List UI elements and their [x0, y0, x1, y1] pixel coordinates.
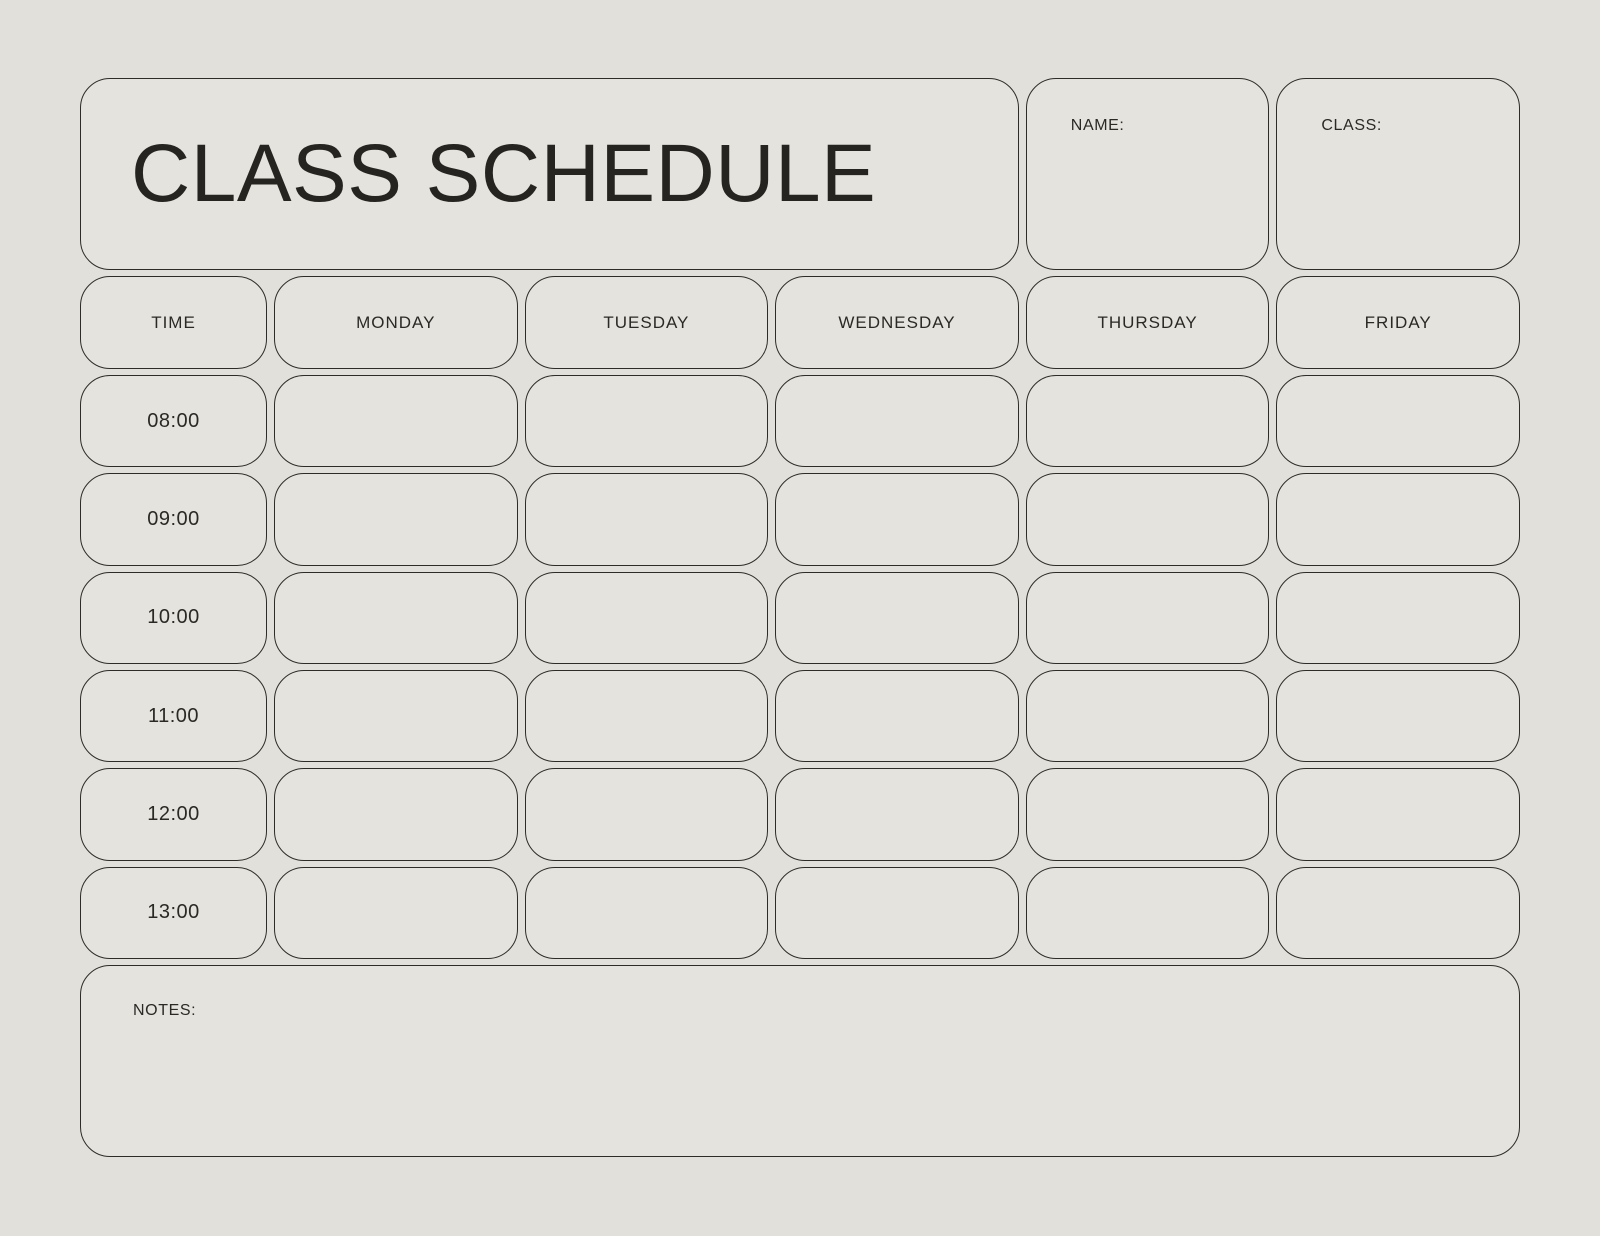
schedule-cell-friday-1200[interactable] — [1276, 768, 1520, 860]
column-header-time: TIME — [80, 276, 267, 369]
class-label: CLASS: — [1321, 117, 1382, 134]
notes-label: NOTES: — [133, 1002, 197, 1019]
schedule-cell-friday-1000[interactable] — [1276, 572, 1520, 664]
schedule-cell-friday-0800[interactable] — [1276, 375, 1520, 467]
time-cell-0800: 08:00 — [80, 375, 267, 467]
schedule-cell-thursday-0900[interactable] — [1026, 473, 1270, 565]
schedule-cell-monday-0900[interactable] — [274, 473, 518, 565]
schedule-cell-wednesday-1000[interactable] — [775, 572, 1019, 664]
page-title: CLASS SCHEDULE — [131, 128, 877, 219]
time-cell-1100: 11:00 — [80, 670, 267, 762]
class-schedule-sheet — [80, 78, 1520, 1157]
schedule-cell-tuesday-0900[interactable] — [525, 473, 769, 565]
schedule-cell-monday-1000[interactable] — [274, 572, 518, 664]
schedule-cell-friday-1100[interactable] — [1276, 670, 1520, 762]
column-header-friday: FRIDAY — [1276, 276, 1520, 369]
class-field[interactable] — [1276, 78, 1520, 270]
schedule-cell-thursday-1300[interactable] — [1026, 867, 1270, 959]
schedule-cell-monday-1300[interactable] — [274, 867, 518, 959]
schedule-cell-monday-0800[interactable] — [274, 375, 518, 467]
schedule-cell-wednesday-0900[interactable] — [775, 473, 1019, 565]
schedule-cell-friday-1300[interactable] — [1276, 867, 1520, 959]
schedule-cell-thursday-1200[interactable] — [1026, 768, 1270, 860]
schedule-cell-thursday-0800[interactable] — [1026, 375, 1270, 467]
schedule-cell-thursday-1000[interactable] — [1026, 572, 1270, 664]
schedule-cell-tuesday-1200[interactable] — [525, 768, 769, 860]
schedule-cell-tuesday-1000[interactable] — [525, 572, 769, 664]
time-cell-1000: 10:00 — [80, 572, 267, 664]
schedule-cell-friday-0900[interactable] — [1276, 473, 1520, 565]
schedule-cell-wednesday-1300[interactable] — [775, 867, 1019, 959]
column-header-monday: MONDAY — [274, 276, 518, 369]
name-field[interactable] — [1026, 78, 1270, 270]
schedule-cell-monday-1100[interactable] — [274, 670, 518, 762]
schedule-cell-tuesday-1300[interactable] — [525, 867, 769, 959]
schedule-cell-thursday-1100[interactable] — [1026, 670, 1270, 762]
time-cell-0900: 09:00 — [80, 473, 267, 565]
column-header-tuesday: TUESDAY — [525, 276, 769, 369]
schedule-cell-wednesday-1200[interactable] — [775, 768, 1019, 860]
column-header-thursday: THURSDAY — [1026, 276, 1270, 369]
name-label: NAME: — [1070, 117, 1125, 134]
column-header-wednesday: WEDNESDAY — [775, 276, 1019, 369]
schedule-cell-wednesday-0800[interactable] — [775, 375, 1019, 467]
schedule-cell-tuesday-0800[interactable] — [525, 375, 769, 467]
notes-field[interactable] — [80, 965, 1520, 1157]
schedule-cell-monday-1200[interactable] — [274, 768, 518, 860]
title-box — [80, 78, 1019, 270]
schedule-cell-wednesday-1100[interactable] — [775, 670, 1019, 762]
schedule-cell-tuesday-1100[interactable] — [525, 670, 769, 762]
time-cell-1300: 13:00 — [80, 867, 267, 959]
time-cell-1200: 12:00 — [80, 768, 267, 860]
